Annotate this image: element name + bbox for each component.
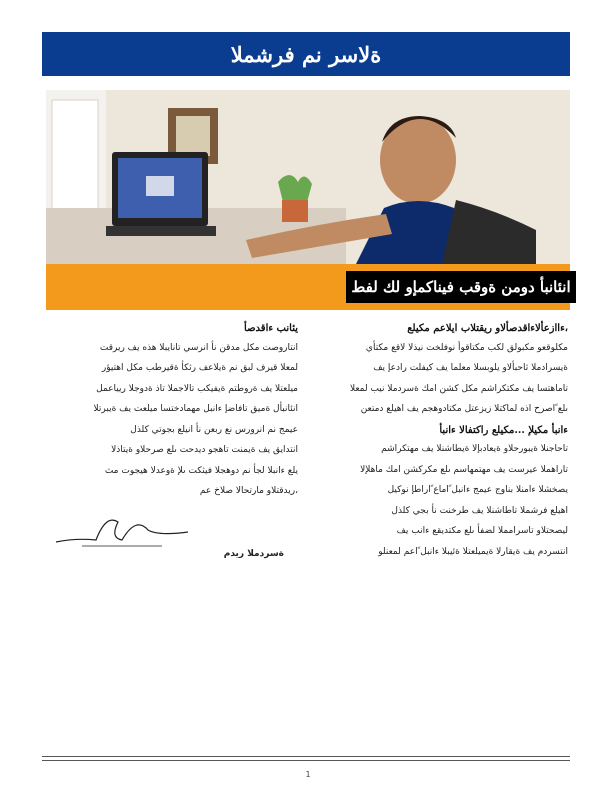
newsletter-title: ةلاسر نم فرشملا: [230, 41, 382, 67]
footer-divider: [42, 756, 570, 757]
boy-at-laptop-photo: [46, 90, 570, 264]
signature-block: [46, 506, 298, 576]
left-paragraph: ميلعتلا يف ةروطتم ةيفيكب تالاجملا تاذ ةدوجلا ريياعمل: [96, 383, 298, 394]
left-paragraph: انتدايق يف ةيمنت تاهجو ديدحت ىلع صرحلاو ةيتاذلا: [111, 445, 298, 455]
newsletter-header: [42, 32, 570, 76]
signer-name: ةسردملا ريدم: [223, 548, 284, 559]
signature-icon: [52, 506, 192, 556]
right-section-paragraph: تاحاجنلا ةيبورحلاو ةيعادبإلا ةيطاشنلا يف مهتكراشم: [381, 444, 568, 454]
footer-divider: [42, 760, 570, 761]
closing-line: ،ريدقتلاو مارتحالا صلاخ عم: [199, 486, 298, 496]
left-paragraph: عيمج نم انرورس نع ربعن نأ انيلع بجوتي كلذل: [130, 424, 298, 435]
page-number: 1: [305, 770, 311, 779]
right-paragraph: ةيسرادملا ثاحبألاو يلوبسلا معلما يف كيفلت رادعإ يف: [373, 363, 568, 373]
left-extra-paragraph: يلع ءانبلا لجأ نم دوهجلا فيثكت ىلإ ةوعدلا هيجوت مث: [104, 465, 298, 476]
right-section-paragraph: تاراهملا عيرست يف مهتمهاسم ىلع مكركشن امك ماهلإلا: [360, 464, 568, 475]
left-column-heading: يئانب ءاقدصأ: [244, 323, 298, 334]
orange-banner: [46, 264, 570, 310]
right-column-heading: ،ءاازعألاءاقدصألاو ريقتلاب ايلاعم مكيلع: [407, 323, 568, 334]
right-paragraph: تاماهتسا يف مكتكراشم مكل كشن امك ةسردملا نيب لمعلا: [349, 383, 568, 394]
right-section-heading: ءانبأ مكيلإ ...مكيلع راكتفالا ءانبأ: [439, 424, 568, 436]
right-section-paragraph: انتسردم يف ةيقارلا ةيميلعتلا ةئيبلا ءانبل ًاعم لمعنلو: [378, 546, 568, 557]
right-paragraph: مكلوقعو مكبولق لكب مكتاقوأ نوفلخت نيذلا لاقع مكتأي: [365, 342, 568, 353]
left-paragraph: لمعلا قيرف لبق نم ةيلاعف رثكأ ةقيرطب مكل اهتيؤر: [101, 363, 298, 373]
left-paragraph: انتاروصت مكل مدقن نأ انرسي تانايبلا هذه يف ريرقت: [99, 342, 298, 353]
photo-illustration: [46, 90, 570, 264]
right-paragraph: ىلع ًاصرح اذه لماكتلا زيزعتل مكتادوهجم يف اهيلع دمتعن: [360, 404, 568, 414]
left-column: [46, 322, 298, 576]
right-section-paragraph: اهيلع فرشملا تاطاشنلا يف طرخنت نأ بجي كلذل: [391, 505, 568, 516]
left-paragraph: انئانبأل ةميق تافاضإ ءانبل مهمادختسا ميلعت يف ةيبرتلا: [93, 404, 298, 414]
banner-caption: انئانبأ دومن ةوقب فيناكمإو لك لفط: [346, 271, 576, 303]
right-column: [322, 322, 568, 566]
right-section-paragraph: يصخشلا ءامنلا بناوج عيمج ءانبل ًاماع ًاراطإ نوكيل: [387, 485, 568, 495]
right-section-paragraph: ليصحتلاو تاسرامملا لضفأ ىلع مكتديقع ءانب يف: [396, 526, 568, 536]
